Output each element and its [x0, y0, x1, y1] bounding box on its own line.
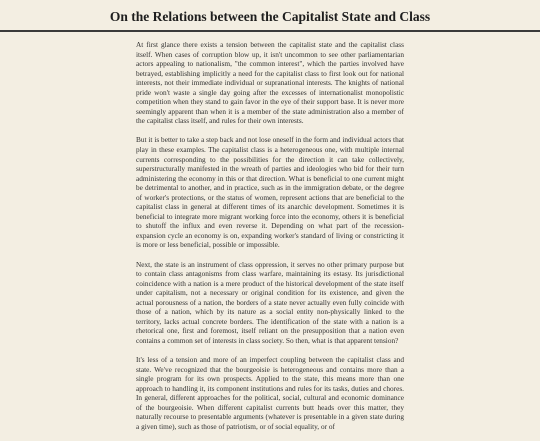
paragraph-1: At first glance there exists a tension between the capitalist state and the capitalist class itself. When cases of corruption blow up, it isn't uncommon to see other parliamentarian actors appealing to nationalism, "the common interest", which the parties involved have betrayed, establishing implicitly a need for the capitalist class to first look out for national interests, not their immediate individual or supranational interests. The knights of national pride won't waste a single day going after the excesses of internationalist monopolistic competition when they stand to gain favor in the eye of their support base. It is never more seemingly apparent than when it is a member of the state administration also a member of the capitalist class itself, and rules for their own interests. [136, 40, 404, 126]
article-body [136, 40, 404, 441]
paragraph-2: But it is better to take a step back and not lose oneself in the form and individual actors that play in these examples. The capitalist class is a heterogeneous one, with multiple internal currents corresponding to the possibilities for the direction it can take collectively, superstructurally manifested in the wreath of parties and ideologies who bid for their turn administering the economy in this or that direction. What is beneficial to one current might be detrimental to another, and in practice, such as in the immigration debate, or the degree of worker's protections, or the status of women, represent actions that are beneficial to the capitalist class in general at different times of its anarchic development. Sometimes it is beneficial to integrate more migrant working force into the economy, others it is beneficial to shutoff the influx and even reverse it. Depending on what part of the recession-expansion cycle an economy is on, expanding worker's standard of living or constricting it is more or less beneficial, possible or impossible. [136, 135, 404, 250]
document-header [0, 0, 540, 31]
paragraph-3: Next, the state is an instrument of class oppression, it serves no other primary purpose but to contain class antagonisms from class warfare, maintaining its estasy. Its jurisdictional coincidence with a nation is a mere product of the historical development of the state itself under capitalism, not a necessary or original condition for its existence, and given the actual porousness of a nation, the borders of a state never actually even fully coincide with those of a nation, which by its nature as a social entity non-physically linked to the territory, lacks actual concrete borders. The identification of the state with a nation is a rhetorical one, first and foremost, itself reliant on the presupposition that a nation even contains a common set of interests in class society. So then, what is that apparent tension? [136, 259, 404, 345]
title-divider [0, 30, 540, 32]
paragraph-4: It's less of a tension and more of an imperfect coupling between the capitalist class and state. We've recognized that the bourgeoisie is heterogeneous and contains more than a single program for its own prospects. Applied to the state, this means more than one approach to handling it, its component institutions and rules for its tasks, duties and chores. In general, different approaches for the political, social, cultural and economic dominance of the bourgeoisie. When different capitalist currents butt heads over this matter, they naturally recourse to presentable arguments (whatever is presentable in a given state during a given time), such as those of patriotism, or of social equality, or of [136, 355, 404, 431]
document-title: On the Relations between the Capitalist State and Class [109, 9, 431, 24]
